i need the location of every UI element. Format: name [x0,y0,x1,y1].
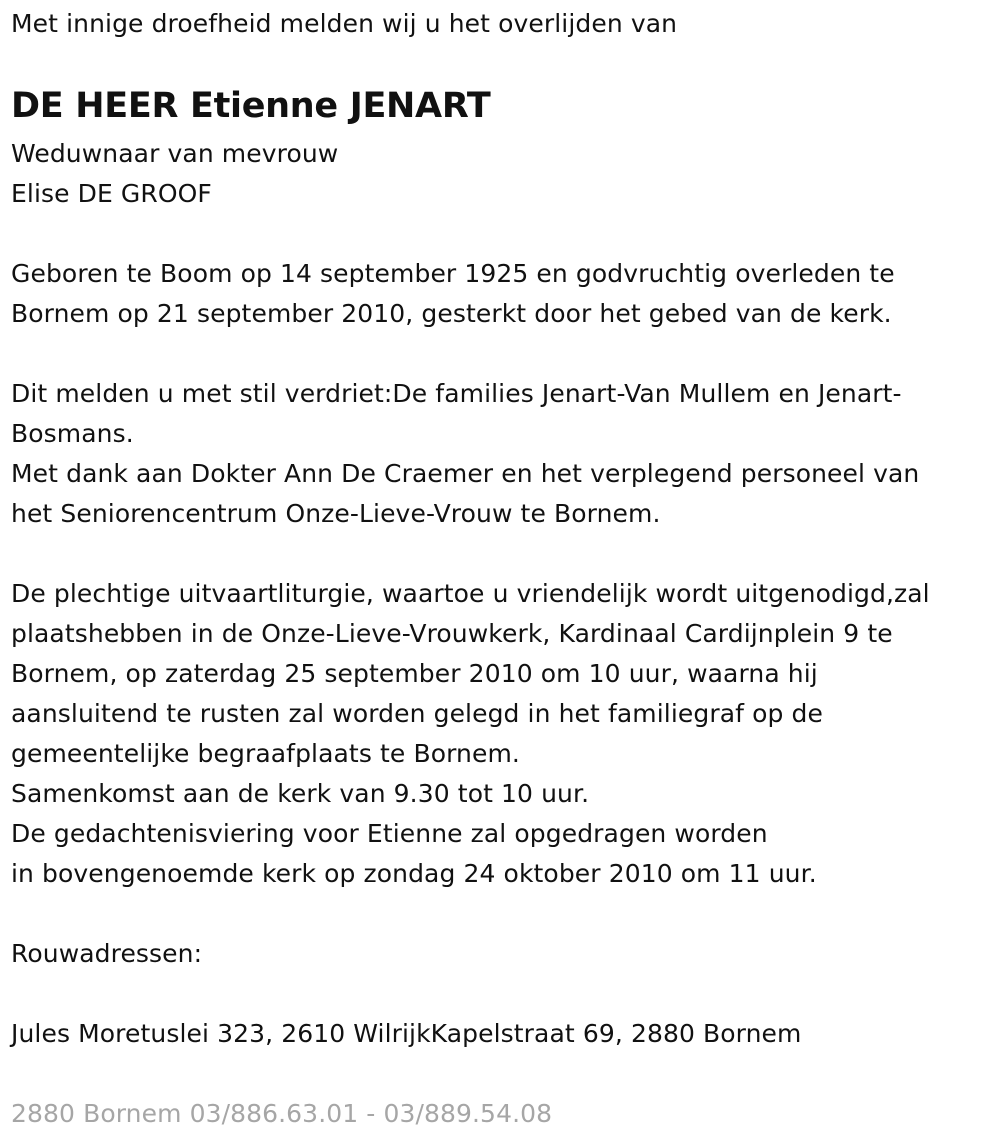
funeral-line-5: gemeentelijke begraafplaats te Bornem. [11,739,520,768]
funeral-line-4: aansluitend te rusten zal worden gelegd in het familiegraf op de [11,699,823,728]
intro-text: Met innige droefheid melden wij u het overlijden van [11,9,678,38]
announcement-line-4: het Seniorencentrum Onze-Lieve-Vrouw te Bornem. [11,499,661,528]
birth-death-line-1: Geboren te Boom op 14 september 1925 en godvruchtig overleden te [11,259,895,288]
announcement-line-2: Bosmans. [11,419,134,448]
announcement-line-1: Dit melden u met stil verdriet:De families Jenart-Van Mullem en Jenart- [11,379,902,408]
funeral-line-7: De gedachtenisviering voor Etienne zal opgedragen worden [11,819,768,848]
funeral-line-6: Samenkomst aan de kerk van 9.30 tot 10 uur. [11,779,590,808]
announcement-line-3: Met dank aan Dokter Ann De Craemer en het verplegend personeel van [11,459,920,488]
deceased-name: DE HEER Etienne JENART [11,86,491,126]
funeral-line-3: Bornem, op zaterdag 25 september 2010 om 10 uur, waarna hij [11,659,818,688]
spouse-line-2: Elise DE GROOF [11,179,212,208]
funeral-line-8: in bovengenoemde kerk op zondag 24 oktober 2010 om 11 uur. [11,859,817,888]
birth-death-line-2: Bornem op 21 september 2010, gesterkt door het gebed van de kerk. [11,299,892,328]
spouse-line-1: Weduwnaar van mevrouw [11,139,339,168]
addresses-label: Rouwadressen: [11,939,203,968]
footer-contact: 2880 Bornem 03/886.63.01 - 03/889.54.08 [11,1099,553,1128]
funeral-line-2: plaatshebben in de Onze-Lieve-Vrouwkerk, Kardinaal Cardijnplein 9 te [11,619,893,648]
addresses-text: Jules Moretuslei 323, 2610 WilrijkKapelstraat 69, 2880 Bornem [11,1019,802,1048]
funeral-line-1: De plechtige uitvaartliturgie, waartoe u vriendelijk wordt uitgenodigd,zal [11,579,930,608]
